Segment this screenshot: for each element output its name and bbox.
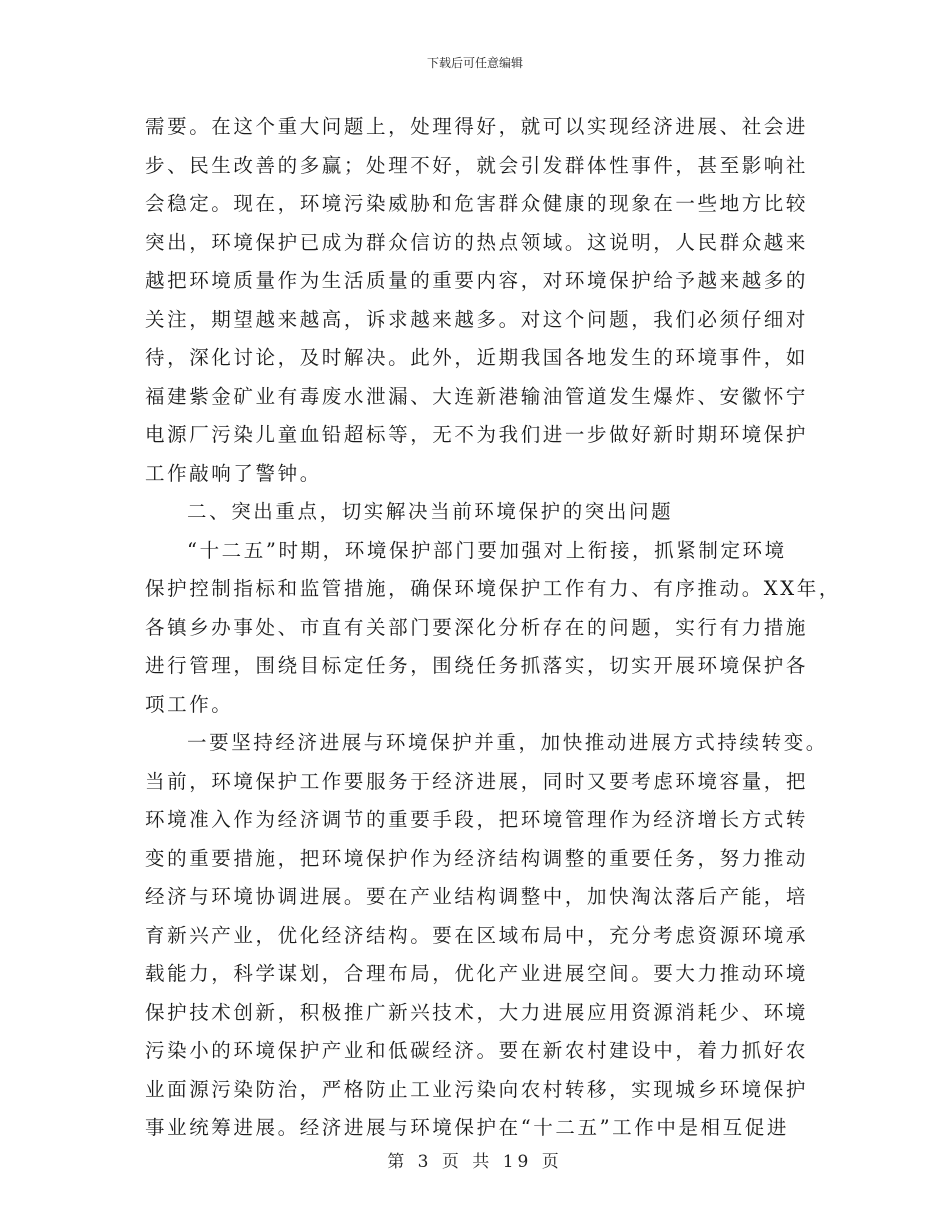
text-line: 电源厂污染儿童血铅超标等，无不为我们进一步做好新时期环境保护 — [145, 423, 809, 446]
text-line: 变的重要措施，把环境保护作为经济结构调整的重要任务，努力推动 — [145, 846, 809, 870]
text-line: 需要。在这个重大问题上，处理得好，就可以实现经济进展、社会进 — [145, 115, 809, 138]
text-line: 越把环境质量作为生活质量的重要内容，对环境保护给予越来越多的 — [145, 269, 809, 292]
text-line: 一要坚持经济进展与环境保护并重，加快推动进展方式持续转变。 — [187, 731, 828, 754]
text-line: 保护控制指标和监管措施，确保环境保护工作有力、有序推动。XX年， — [145, 577, 841, 600]
text-line: 待，深化讨论，及时解决。此外，近期我国各地发生的环境事件，如 — [145, 346, 809, 369]
text-line: 关注，期望越来越高，诉求越来越多。对这个问题，我们必须仔细对 — [145, 307, 809, 331]
text-line: 载能力，科学谋划，合理布局，优化产业进展空间。要大力推动环境 — [145, 962, 809, 985]
text-line: 保护技术创新，积极推广新兴技术，大力进展应用资源消耗少、环境 — [145, 1000, 809, 1024]
text-line: 各镇乡办事处、市直有关部门要深化分析存在的问题，实行有力措施 — [145, 615, 809, 639]
text-line: 育新兴产业，优化经济结构。要在区域布局中，充分考虑资源环境承 — [145, 923, 809, 947]
text-line: 步、民生改善的多赢；处理不好，就会引发群体性事件，甚至影响社 — [145, 153, 809, 177]
page-header: 下载后可任意编辑 — [426, 56, 523, 70]
page-number: 第 3 页 共 19 页 — [387, 1152, 563, 1172]
text-line: 进行管理，围绕目标定任务，围绕任务抓落实，切实开展环境保护各 — [145, 654, 809, 677]
text-line: 项工作。 — [145, 692, 234, 716]
text-line: 污染小的环境保护产业和低碳经济。要在新农村建设中，着力抓好农 — [145, 1039, 809, 1062]
text-line: 环境准入作为经济调节的重要手段，把环境管理作为经济增长方式转 — [145, 808, 809, 831]
section-heading: 二、突出重点，切实解决当前环境保护的突出问题 — [187, 500, 674, 523]
text-line: 当前，环境保护工作要服务于经济进展，同时又要考虑环境容量，把 — [145, 769, 809, 793]
document-body — [145, 108, 841, 1148]
text-line: 突出，环境保护已成为群众信访的热点领域。这说明，人民群众越来 — [145, 230, 809, 254]
text-line: 事业统筹进展。经济进展与环境保护在“十二五”工作中是相互促进 — [145, 1116, 789, 1139]
text-line: 福建紫金矿业有毒废水泄漏、大连新港输油管道发生爆炸、安徽怀宁 — [145, 384, 809, 408]
text-line: 会稳定。现在，环境污染威胁和危害群众健康的现象在一些地方比较 — [145, 192, 809, 215]
text-line: 经济与环境协调进展。要在产业结构调整中，加快淘汰落后产能，培 — [145, 885, 809, 908]
text-line: 业面源污染防治，严格防止工业污染向农村转移，实现城乡环境保护 — [145, 1077, 809, 1101]
text-line: 工作敲响了警钟。 — [145, 461, 322, 485]
text-line: “十二五”时期，环境保护部门要加强对上衔接，抓紧制定环境 — [187, 538, 787, 562]
